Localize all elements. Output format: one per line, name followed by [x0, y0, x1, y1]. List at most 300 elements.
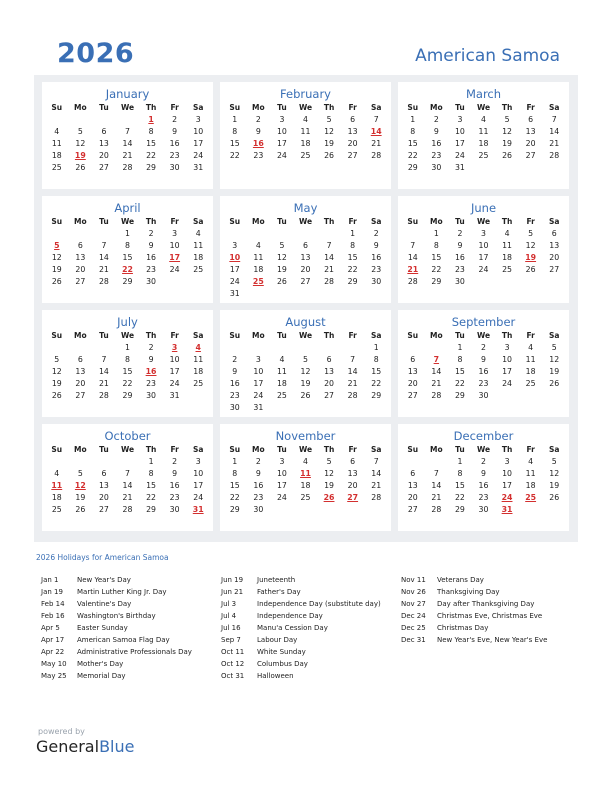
- holiday-list-item: [41, 670, 192, 682]
- week-row: [223, 252, 388, 264]
- empty-day-cell: [364, 288, 388, 300]
- day-cell: 13: [75, 253, 86, 262]
- day-cell: 18: [525, 367, 536, 376]
- empty-day-cell: [163, 276, 187, 288]
- weekday-header: [45, 102, 210, 114]
- day-cell: 11: [525, 355, 536, 364]
- day-cell: 2: [172, 115, 178, 124]
- day-cell: 18: [276, 379, 287, 388]
- day-cell: 9: [172, 469, 178, 478]
- day-cell: 20: [324, 379, 335, 388]
- week-row: [223, 378, 388, 390]
- holiday-day-cell: 19: [525, 253, 537, 262]
- holiday-list-column-2: [221, 574, 381, 682]
- holiday-date: Nov 11: [401, 576, 426, 584]
- day-cell: 16: [454, 253, 465, 262]
- day-cell: 10: [478, 241, 489, 250]
- week-row: [401, 240, 566, 252]
- day-cell: 26: [51, 391, 62, 400]
- holidays-title: 2026 Holidays for American Samoa: [36, 553, 169, 562]
- week-row: [223, 276, 388, 288]
- weekday-label: We: [120, 445, 135, 454]
- day-cell: 6: [350, 457, 356, 466]
- empty-day-cell: [364, 504, 388, 516]
- holiday-name: Labour Day: [257, 636, 298, 644]
- day-cell: 7: [410, 241, 416, 250]
- day-cell: 21: [549, 139, 560, 148]
- weekday-label: We: [298, 103, 313, 112]
- day-cell: 24: [502, 379, 513, 388]
- day-cell: 20: [75, 265, 86, 274]
- day-cell: 7: [101, 241, 107, 250]
- holiday-date: Feb 16: [41, 612, 65, 620]
- day-cell: 5: [326, 115, 332, 124]
- day-cell: 18: [525, 481, 536, 490]
- day-cell: 26: [75, 163, 86, 172]
- day-cell: 28: [122, 163, 133, 172]
- day-cell: 29: [454, 391, 465, 400]
- day-cell: 4: [303, 115, 308, 124]
- holiday-name: American Samoa Flag Day: [77, 636, 170, 644]
- day-cell: 29: [146, 163, 157, 172]
- empty-day-cell: [45, 342, 69, 354]
- day-cell: 19: [300, 379, 311, 388]
- empty-day-cell: [186, 276, 210, 288]
- day-cell: 6: [326, 355, 332, 364]
- empty-day-cell: [542, 390, 566, 402]
- day-cell: 23: [146, 265, 157, 274]
- weekday-label: We: [476, 445, 491, 454]
- day-cell: 28: [431, 391, 442, 400]
- day-cell: 19: [502, 139, 513, 148]
- weekday-label: Sa: [192, 445, 204, 454]
- brand-logo[interactable]: [36, 737, 134, 756]
- month-february: [220, 82, 391, 189]
- empty-day-cell: [223, 228, 247, 240]
- weekday-label: Fr: [170, 331, 179, 340]
- holiday-list-item: [41, 586, 192, 598]
- holiday-list-item: [221, 598, 381, 610]
- day-cell: 17: [193, 139, 204, 148]
- holiday-day-cell: 19: [74, 151, 86, 160]
- day-cell: 13: [549, 241, 560, 250]
- holiday-date: Oct 31: [221, 672, 245, 680]
- holiday-date: Sep 7: [221, 636, 241, 644]
- day-cell: 14: [122, 481, 133, 490]
- day-cell: 18: [300, 139, 311, 148]
- day-cell: 10: [502, 355, 513, 364]
- day-cell: 27: [324, 391, 335, 400]
- weekday-label: Sa: [370, 103, 382, 112]
- day-cell: 2: [457, 229, 463, 238]
- holiday-date: Jan 1: [41, 576, 59, 584]
- empty-day-cell: [270, 504, 294, 516]
- weekday-label: Th: [501, 331, 513, 340]
- month-name: January: [105, 87, 150, 101]
- empty-day-cell: [92, 342, 116, 354]
- empty-day-cell: [317, 342, 341, 354]
- day-cell: 2: [433, 115, 439, 124]
- day-cell: 20: [347, 139, 358, 148]
- month-june: [398, 196, 569, 303]
- month-name: September: [451, 315, 516, 329]
- weekday-label: Su: [407, 103, 419, 112]
- empty-day-cell: [92, 456, 116, 468]
- day-cell: 24: [193, 151, 204, 160]
- holiday-name: Independence Day (substitute day): [257, 600, 381, 608]
- day-cell: 4: [54, 469, 60, 478]
- weekday-label: Su: [229, 217, 241, 226]
- day-cell: 10: [169, 355, 180, 364]
- holiday-day-cell: 17: [169, 253, 181, 262]
- empty-day-cell: [401, 228, 425, 240]
- day-cell: 23: [478, 493, 489, 502]
- day-cell: 29: [431, 277, 442, 286]
- day-cell: 21: [98, 379, 109, 388]
- day-cell: 18: [193, 253, 204, 262]
- day-cell: 15: [347, 253, 358, 262]
- month-name: August: [285, 315, 326, 329]
- day-cell: 5: [303, 355, 308, 364]
- day-cell: 6: [101, 127, 107, 136]
- day-cell: 3: [279, 457, 285, 466]
- day-cell: 27: [300, 277, 311, 286]
- month-september: [398, 310, 569, 417]
- weekday-label: Th: [501, 217, 513, 226]
- day-cell: 21: [347, 379, 358, 388]
- holiday-list-item: [221, 610, 381, 622]
- day-cell: 28: [549, 151, 560, 160]
- week-row: [45, 150, 210, 162]
- day-cell: 15: [146, 139, 157, 148]
- holiday-date: Oct 12: [221, 660, 245, 668]
- day-cell: 16: [169, 139, 180, 148]
- day-cell: 19: [51, 265, 62, 274]
- day-cell: 5: [551, 343, 557, 352]
- holiday-day-cell: 24: [501, 493, 513, 502]
- holiday-list-item: [221, 574, 381, 586]
- day-cell: 16: [478, 367, 489, 376]
- day-cell: 28: [371, 493, 382, 502]
- holiday-list-item: [221, 658, 381, 670]
- day-cell: 7: [433, 469, 439, 478]
- empty-day-cell: [519, 390, 543, 402]
- day-cell: 24: [253, 391, 264, 400]
- day-cell: 15: [431, 253, 442, 262]
- weekday-label: Th: [145, 331, 157, 340]
- day-cell: 7: [350, 355, 356, 364]
- day-cell: 5: [326, 457, 332, 466]
- day-cell: 2: [255, 457, 261, 466]
- weekday-label: Su: [51, 217, 63, 226]
- page-title-year: 2026: [57, 38, 135, 69]
- day-cell: 8: [433, 241, 439, 250]
- day-cell: 27: [549, 265, 560, 274]
- holiday-name: Thanksgiving Day: [437, 588, 500, 596]
- weekday-label: Th: [323, 445, 335, 454]
- day-cell: 12: [75, 139, 86, 148]
- day-cell: 7: [326, 241, 332, 250]
- weekday-label: Mo: [74, 331, 87, 340]
- day-cell: 8: [232, 127, 238, 136]
- day-cell: 3: [481, 229, 486, 238]
- empty-day-cell: [472, 276, 496, 288]
- weekday-label: Th: [145, 445, 157, 454]
- week-row: [45, 468, 210, 480]
- empty-day-cell: [69, 114, 93, 126]
- weekday-label: Mo: [430, 331, 443, 340]
- day-cell: 22: [407, 151, 418, 160]
- day-cell: 3: [504, 343, 510, 352]
- day-cell: 15: [122, 367, 133, 376]
- day-cell: 15: [146, 481, 157, 490]
- weekday-label: Sa: [192, 217, 204, 226]
- holiday-date: Dec 25: [401, 624, 426, 632]
- day-cell: 30: [146, 391, 157, 400]
- day-cell: 21: [431, 379, 442, 388]
- day-cell: 29: [407, 163, 418, 172]
- weekday-label: Fr: [348, 445, 357, 454]
- week-row: [45, 240, 210, 252]
- weekday-label: Mo: [252, 103, 265, 112]
- week-row: [45, 504, 210, 516]
- holiday-day-cell: 11: [300, 469, 311, 478]
- day-cell: 1: [433, 229, 439, 238]
- weekday-label: We: [476, 217, 491, 226]
- day-cell: 28: [407, 277, 418, 286]
- day-cell: 11: [253, 253, 264, 262]
- day-cell: 9: [148, 241, 154, 250]
- day-cell: 10: [502, 469, 513, 478]
- day-cell: 12: [324, 469, 335, 478]
- empty-day-cell: [401, 342, 425, 354]
- day-cell: 29: [229, 505, 240, 514]
- day-cell: 27: [347, 151, 358, 160]
- holiday-name: New Year's Eve, New Year's Eve: [437, 636, 548, 644]
- weekday-header: [45, 444, 210, 456]
- week-row: [223, 228, 388, 240]
- day-cell: 8: [457, 469, 463, 478]
- weekday-label: Fr: [526, 445, 535, 454]
- weekday-label: Su: [407, 445, 419, 454]
- empty-day-cell: [270, 342, 294, 354]
- day-cell: 1: [373, 343, 379, 352]
- week-row: [45, 162, 210, 174]
- weekday-label: Mo: [74, 103, 87, 112]
- day-cell: 24: [193, 493, 204, 502]
- empty-day-cell: [270, 288, 294, 300]
- week-row: [401, 150, 566, 162]
- day-cell: 22: [146, 151, 157, 160]
- holiday-name: Independence Day: [257, 612, 323, 620]
- day-cell: 14: [431, 481, 442, 490]
- day-cell: 9: [255, 469, 261, 478]
- week-row: [223, 492, 388, 504]
- day-cell: 16: [229, 379, 240, 388]
- day-cell: 16: [169, 481, 180, 490]
- day-cell: 10: [169, 241, 180, 250]
- holiday-name: Juneteenth: [257, 576, 296, 584]
- day-cell: 26: [75, 505, 86, 514]
- day-cell: 4: [195, 229, 201, 238]
- day-cell: 28: [324, 277, 335, 286]
- week-row: [223, 480, 388, 492]
- holiday-name: Valentine's Day: [77, 600, 132, 608]
- weekday-label: Mo: [430, 445, 443, 454]
- holiday-day-cell: 27: [347, 493, 359, 502]
- month-name: February: [280, 87, 331, 101]
- week-row: [45, 366, 210, 378]
- day-cell: 3: [255, 355, 261, 364]
- day-cell: 3: [195, 115, 201, 124]
- day-cell: 9: [433, 127, 439, 136]
- holiday-date: Feb 14: [41, 600, 65, 608]
- day-cell: 23: [454, 265, 465, 274]
- weekday-label: Tu: [277, 445, 287, 454]
- day-cell: 13: [75, 367, 86, 376]
- holiday-date: Nov 26: [401, 588, 426, 596]
- week-row: [401, 126, 566, 138]
- empty-day-cell: [294, 342, 318, 354]
- week-row: [223, 402, 388, 414]
- empty-day-cell: [223, 342, 247, 354]
- day-cell: 22: [229, 151, 240, 160]
- empty-day-cell: [45, 114, 69, 126]
- day-cell: 26: [502, 151, 513, 160]
- day-cell: 11: [502, 241, 513, 250]
- weekday-label: Fr: [526, 331, 535, 340]
- day-cell: 25: [525, 379, 536, 388]
- day-cell: 8: [125, 355, 130, 364]
- week-row: [401, 114, 566, 126]
- day-cell: 14: [122, 139, 133, 148]
- day-cell: 7: [125, 127, 130, 136]
- weekday-label: Tu: [99, 217, 109, 226]
- weekday-label: We: [120, 103, 135, 112]
- day-cell: 6: [101, 469, 107, 478]
- holiday-date: Apr 5: [41, 624, 60, 632]
- day-cell: 20: [347, 481, 358, 490]
- day-cell: 17: [502, 481, 513, 490]
- empty-day-cell: [69, 456, 93, 468]
- week-row: [45, 138, 210, 150]
- holiday-name: Manu'a Cession Day: [257, 624, 328, 632]
- day-cell: 3: [232, 241, 238, 250]
- week-row: [401, 276, 566, 288]
- empty-day-cell: [294, 504, 318, 516]
- holiday-list-item: [41, 658, 192, 670]
- week-row: [45, 456, 210, 468]
- weekday-label: We: [476, 331, 491, 340]
- holiday-day-cell: 14: [370, 127, 382, 136]
- day-cell: 6: [410, 355, 416, 364]
- weekday-label: Fr: [348, 331, 357, 340]
- holiday-name: Washington's Birthday: [77, 612, 156, 620]
- weekday-header: [401, 444, 566, 456]
- day-cell: 18: [502, 253, 513, 262]
- day-cell: 4: [255, 241, 261, 250]
- day-cell: 23: [478, 379, 489, 388]
- weekday-label: Sa: [548, 217, 560, 226]
- week-row: [223, 264, 388, 276]
- week-row: [401, 138, 566, 150]
- holiday-day-cell: 11: [51, 481, 63, 490]
- day-cell: 30: [454, 277, 465, 286]
- day-cell: 6: [303, 241, 308, 250]
- day-cell: 12: [502, 127, 513, 136]
- day-cell: 12: [324, 127, 335, 136]
- week-row: [223, 114, 388, 126]
- holiday-date: Nov 27: [401, 600, 426, 608]
- weekday-header: [401, 216, 566, 228]
- empty-day-cell: [69, 342, 93, 354]
- day-cell: 5: [504, 115, 510, 124]
- day-cell: 20: [407, 379, 418, 388]
- day-cell: 8: [350, 241, 356, 250]
- day-cell: 6: [77, 241, 83, 250]
- weekday-label: Mo: [252, 217, 265, 226]
- holiday-name: Christmas Day: [437, 624, 489, 632]
- month-name: May: [293, 201, 318, 215]
- week-row: [401, 264, 566, 276]
- day-cell: 21: [122, 151, 133, 160]
- empty-day-cell: [364, 402, 388, 414]
- week-row: [45, 378, 210, 390]
- day-cell: 10: [454, 127, 465, 136]
- day-cell: 27: [407, 505, 418, 514]
- day-cell: 9: [373, 241, 379, 250]
- day-cell: 8: [373, 355, 379, 364]
- day-cell: 12: [51, 253, 62, 262]
- months-grid: [42, 82, 570, 531]
- week-row: [401, 354, 566, 366]
- month-april: [42, 196, 213, 303]
- holiday-list-item: [401, 622, 547, 634]
- week-row: [45, 276, 210, 288]
- day-cell: 28: [122, 505, 133, 514]
- day-cell: 27: [407, 391, 418, 400]
- day-cell: 16: [371, 253, 382, 262]
- empty-day-cell: [45, 228, 69, 240]
- empty-day-cell: [45, 456, 69, 468]
- day-cell: 22: [347, 265, 358, 274]
- day-cell: 30: [253, 505, 264, 514]
- holiday-day-cell: 5: [54, 241, 60, 250]
- day-cell: 2: [255, 115, 261, 124]
- holiday-name: Easter Sunday: [77, 624, 128, 632]
- day-cell: 23: [371, 265, 382, 274]
- weekday-header: [223, 330, 388, 342]
- day-cell: 13: [98, 481, 109, 490]
- day-cell: 15: [229, 139, 240, 148]
- day-cell: 17: [276, 139, 287, 148]
- empty-day-cell: [341, 504, 365, 516]
- day-cell: 9: [148, 355, 154, 364]
- day-cell: 7: [551, 115, 557, 124]
- day-cell: 7: [101, 355, 107, 364]
- holiday-list-column-3: [401, 574, 547, 646]
- month-may: [220, 196, 391, 303]
- empty-day-cell: [401, 456, 425, 468]
- day-cell: 21: [431, 493, 442, 502]
- weekday-label: Tu: [99, 445, 109, 454]
- day-cell: 28: [347, 391, 358, 400]
- day-cell: 6: [528, 115, 534, 124]
- week-row: [45, 228, 210, 240]
- day-cell: 15: [407, 139, 418, 148]
- day-cell: 31: [229, 289, 240, 298]
- day-cell: 5: [54, 355, 60, 364]
